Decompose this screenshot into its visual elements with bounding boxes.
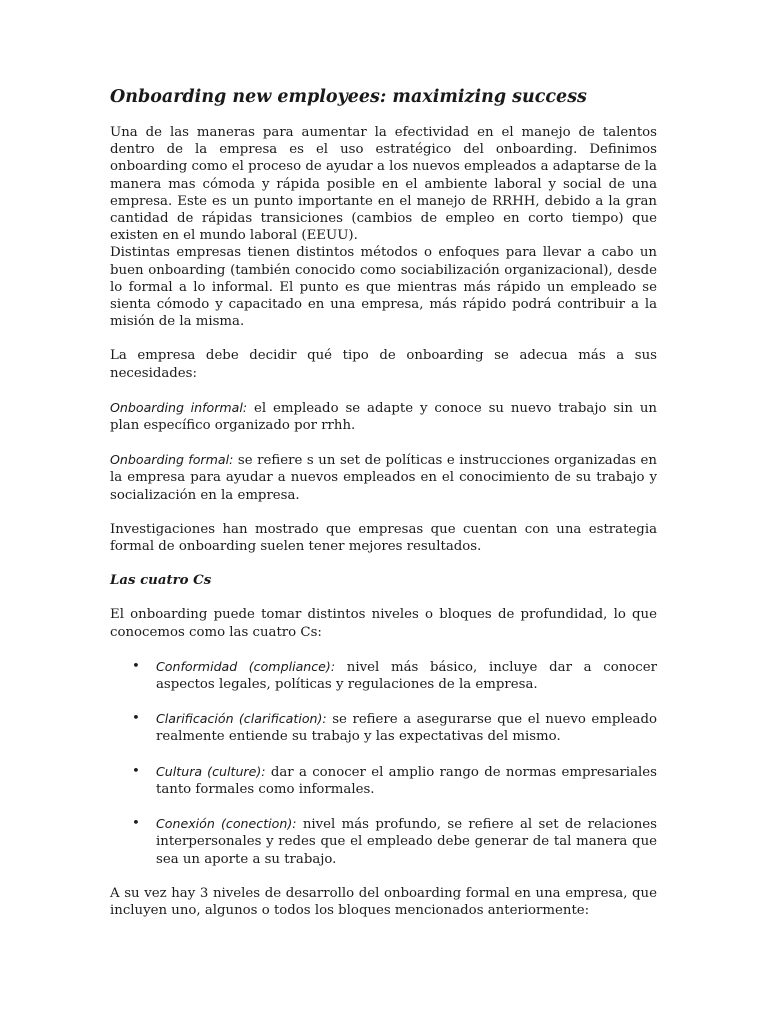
intro-paragraph: Una de las maneras para aumentar la efectividad en el manejo de talentos dentro de la empresa es el uso estratégico del onboarding. Definimos onboarding como el proceso de ayudar a los nuevos empleados a adaptarse de la manera mas cómoda y rápida posible en el ambiente laboral y social de una empresa. Este es un punto importante en el manejo de RRHH, debido a la gran cantidad de rápidas transiciones (cambios de empleo en corto tiempo) que existen en el mundo laboral (EEUU). xyxy=(110,125,657,244)
cs-term: Clarificación (clarification): xyxy=(156,711,327,727)
cs-term: Cultura (culture): xyxy=(156,763,266,779)
methods-paragraph: Distintas empresas tienen distintos métodos o enfoques para llevar a cabo un buen onboarding (también conocido como sociabilización organizacional), desde lo formal a lo informal. El punto es que mientras más rápido un empleado se sienta cómodo y capacitado en una empresa, más rápido podrá contribuir a la misión de la misma. xyxy=(110,245,657,330)
research-paragraph: Investigaciones han mostrado que empresas que cuentan con una estrategia formal de onboarding suelen tener mejores resultados. xyxy=(110,521,657,555)
cs-term: Conexión (conection): xyxy=(156,816,297,832)
section-heading: Las cuatro Cs xyxy=(110,573,212,589)
cs-term: Conformidad (compliance): xyxy=(156,658,336,674)
informal-term: Onboarding informal: xyxy=(110,399,248,415)
informal-text: el empleado se adapte y conoce su nuevo trabajo sin un plan específico organizado por rrhh. xyxy=(110,400,657,434)
cs-text: nivel más básico, incluye dar a conocer aspectos legales, políticas y regulaciones de la empresa. xyxy=(156,659,657,693)
informal-paragraph xyxy=(110,399,657,434)
formal-paragraph xyxy=(110,451,657,504)
list-item xyxy=(110,763,657,798)
list-item xyxy=(110,658,657,693)
formal-term: Onboarding formal: xyxy=(110,452,234,468)
bullet-icon: • xyxy=(132,658,140,674)
cs-text: nivel más profundo, se refiere al set de relaciones interpersonales y redes que el empleado debe generar de tal manera que sea un aporte a su trabajo. xyxy=(156,817,657,867)
closing-paragraph: A su vez hay 3 niveles de desarrollo del onboarding formal en una empresa, que incluyen uno, algunos o todos los bloques mencionados anteriormente: xyxy=(110,885,657,918)
formal-text: se refiere s un set de políticas e instrucciones organizadas en la empresa para ayudar a nuevos empleados en el conocimiento de su trabajo y socialización en la empresa. xyxy=(110,453,657,503)
decide-paragraph: La empresa debe decidir qué tipo de onboarding se adecua más a sus necesidades: xyxy=(110,348,657,381)
levels-paragraph: El onboarding puede tomar distintos niveles o bloques de profundidad, lo que conocemos como las cuatro Cs: xyxy=(110,607,657,640)
bullet-icon: • xyxy=(132,711,140,727)
four-cs-list xyxy=(110,658,657,868)
cs-text: dar a conocer el amplio rango de normas empresariales tanto formales como informales. xyxy=(156,764,657,797)
cs-text: se refiere a asegurarse que el nuevo empleado realmente entiende su trabajo y las expectativas del mismo. xyxy=(156,712,657,745)
list-item xyxy=(110,815,657,868)
list-item xyxy=(110,710,657,745)
bullet-icon: • xyxy=(132,816,140,832)
document-title: Onboarding new employees: maximizing success xyxy=(110,87,587,107)
bullet-icon: • xyxy=(132,763,140,779)
document-page xyxy=(110,86,657,919)
